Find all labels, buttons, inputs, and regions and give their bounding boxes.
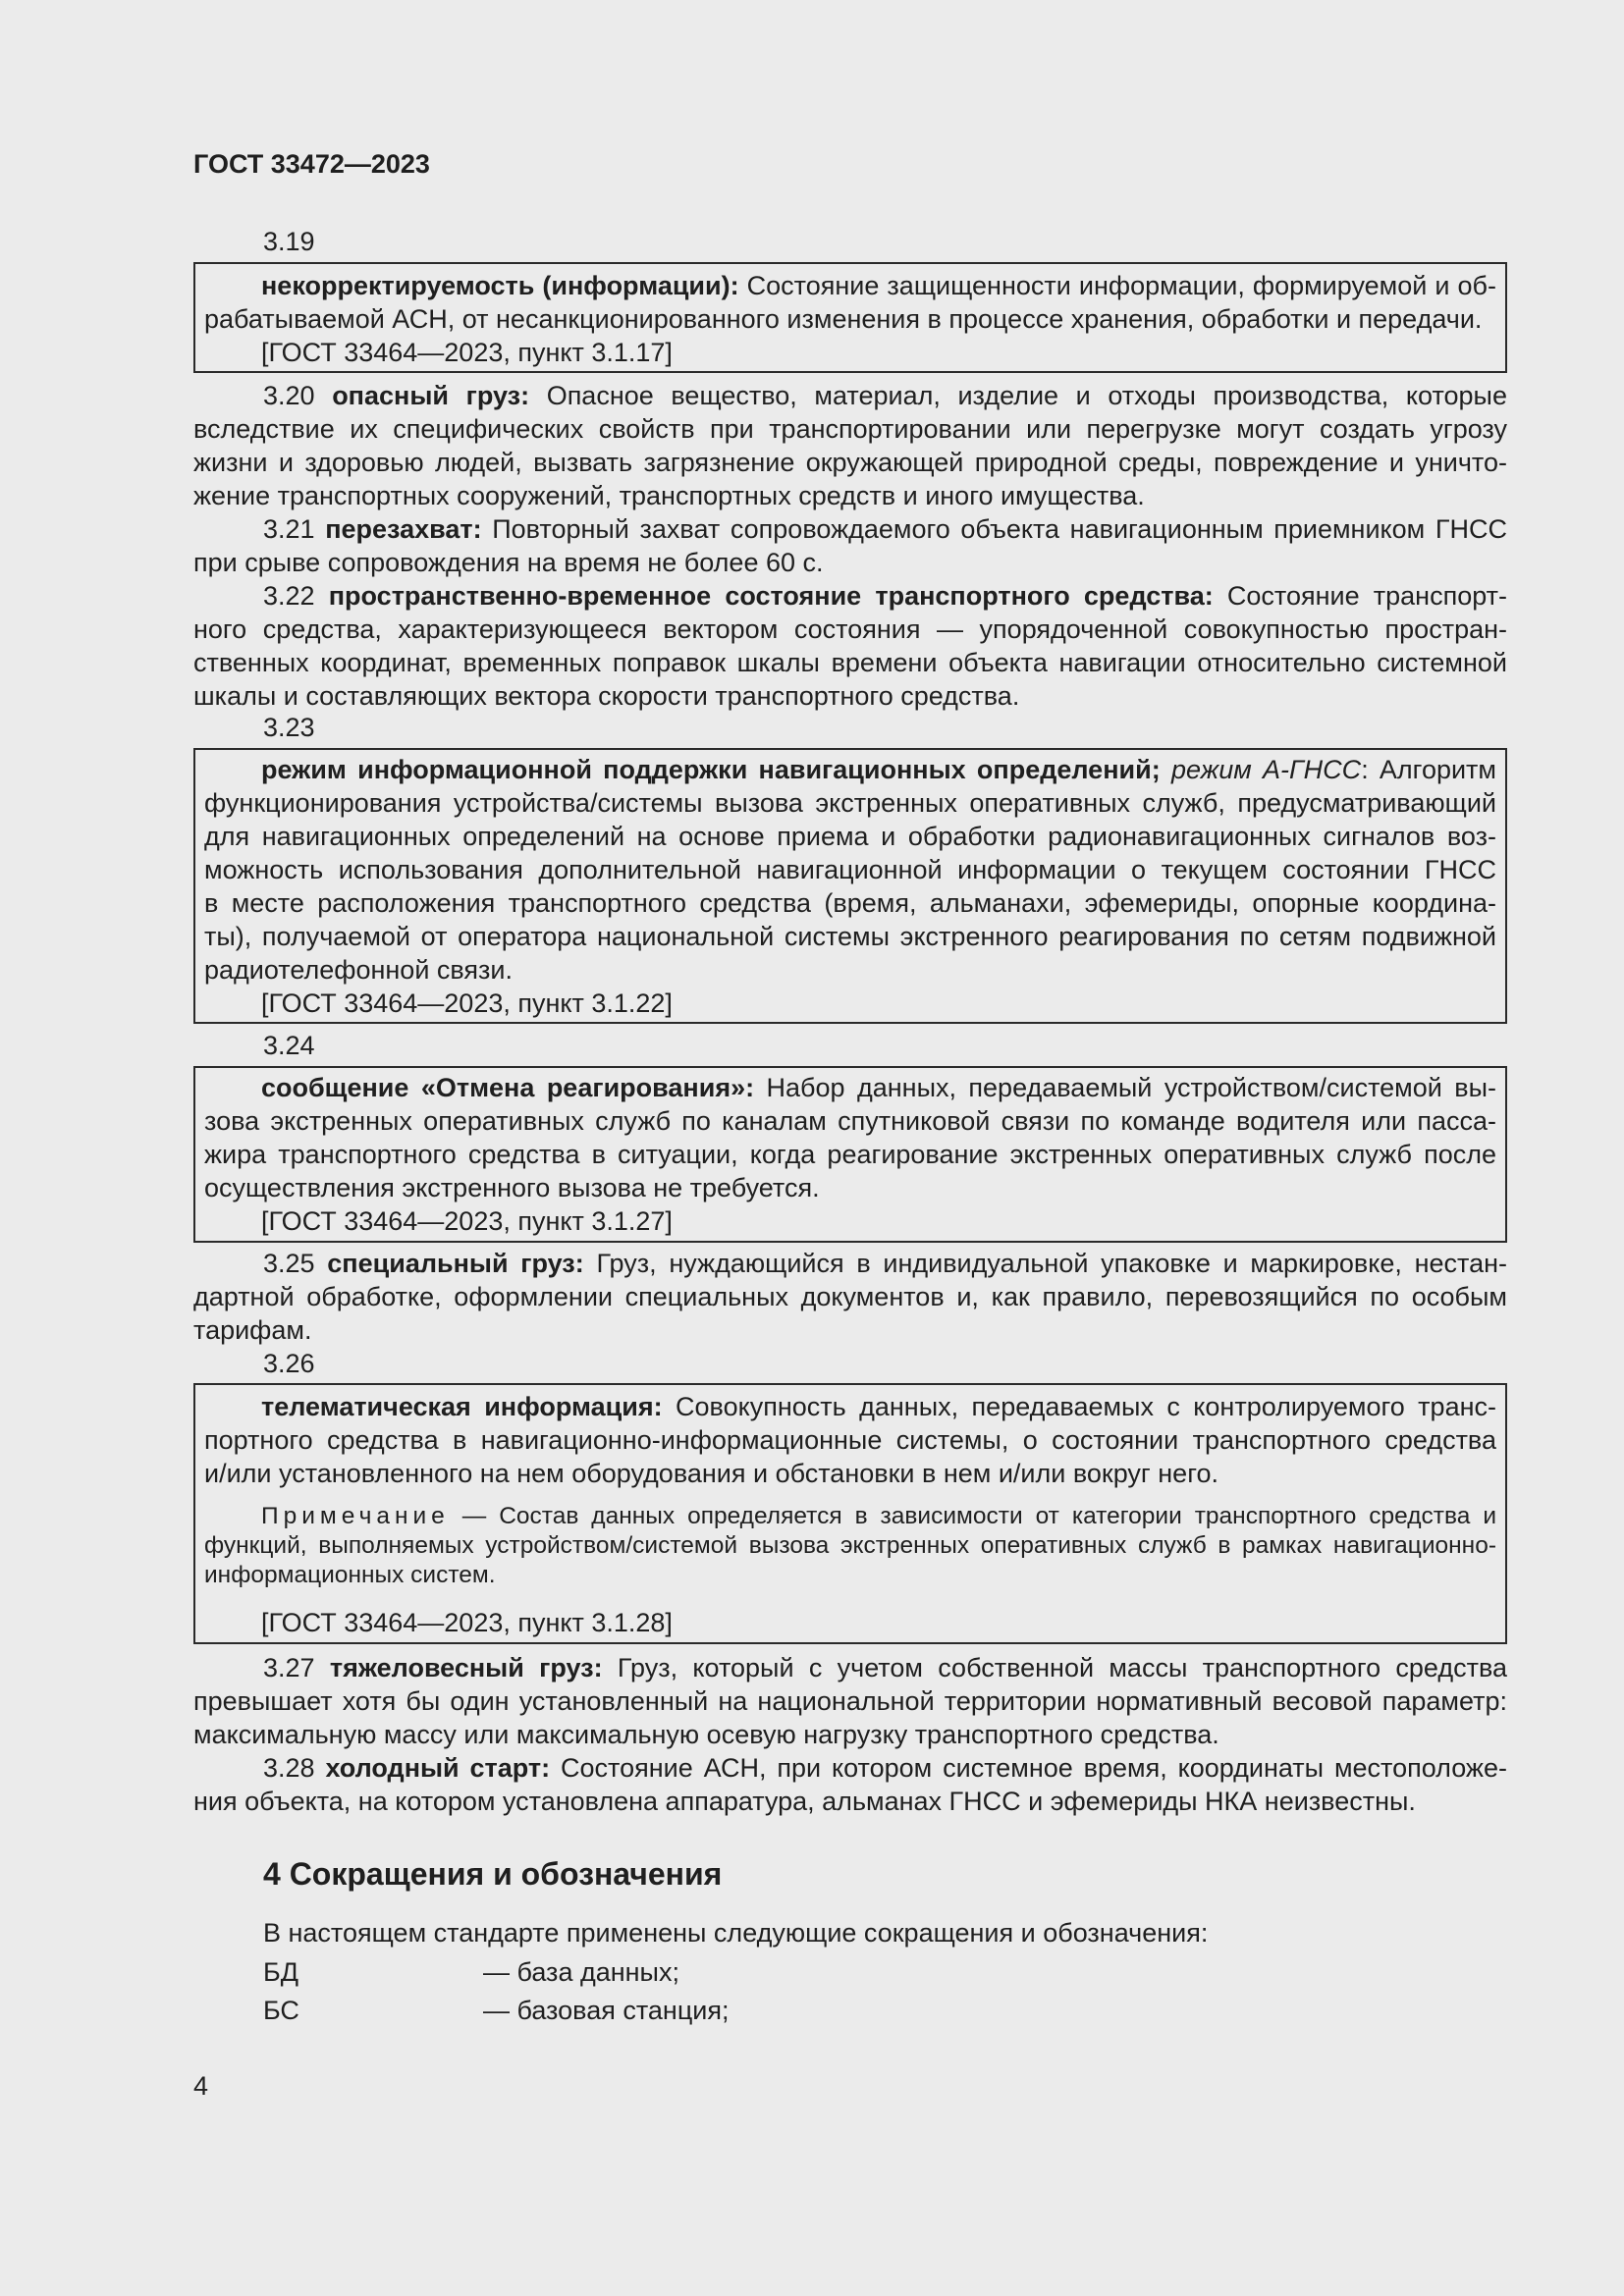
- term-3-28-first-line: [193, 1751, 1507, 1785]
- term-3-26-number: 3.26: [263, 1349, 315, 1378]
- note-text-line: функций, выполняемых устройством/системой вызова экстренных оперативных служб в рамках навигационно-: [204, 1532, 1496, 1559]
- term-3-21-term: перезахват:: [325, 514, 482, 544]
- term-3-24-source-reference: [ГОСТ 33464—2023, пункт 3.1.27]: [261, 1206, 673, 1236]
- term-3-21-text: Повторный захват сопровождаемого объекта навигационным приемником ГНСС: [492, 514, 1507, 544]
- term-3-28-number: 3.28: [263, 1753, 315, 1783]
- page-number: 4: [193, 2071, 209, 2101]
- term-3-27-text-line: максимальную массу или максимальную осевую нагрузку транспортного средства.: [193, 1720, 1219, 1749]
- term-3-25-text-line: тарифам.: [193, 1315, 312, 1345]
- abbreviation: БД: [263, 1957, 299, 1987]
- term-3-27-term: тяжеловесный груз:: [329, 1653, 603, 1682]
- term-3-24-text-line: зова экстренных оперативных служб по каналам спутниковой связи по команде водителя или пасса-: [204, 1106, 1496, 1136]
- term-3-20-number: 3.20: [263, 381, 315, 410]
- term-3-28-text-line: ния объекта, на котором установлена аппаратура, альманах ГНСС и эфемериды НКА неизвестны.: [193, 1787, 1416, 1816]
- term-3-19-text: Состояние защищенности информации, формируемой и об-: [746, 271, 1496, 300]
- term-3-20-text: Опасное вещество, материал, изделие и отходы производства, которые: [546, 381, 1507, 410]
- abbreviation-row: [193, 1955, 1507, 1989]
- section-4-intro: [193, 1916, 1507, 1949]
- term-3-23-first-line: [204, 753, 1496, 786]
- abbreviation-definition: — база данных;: [483, 1957, 679, 1987]
- term-3-23-text: : Алгоритм: [1361, 755, 1496, 784]
- term-3-20-text-line: жение транспортных сооружений, транспортных средств и иного имущества.: [193, 481, 1145, 510]
- term-3-25-number: 3.25: [263, 1249, 315, 1278]
- term-3-25-first-line: [193, 1247, 1507, 1280]
- term-3-26-text: Совокупность данных, передаваемых с контролируемого транс-: [676, 1392, 1496, 1421]
- term-3-26-term: телематическая информация:: [261, 1392, 663, 1421]
- term-3-24-text: Набор данных, передаваемый устройством/системой вы-: [766, 1073, 1496, 1102]
- term-3-23-text-line: радиотелефонной связи.: [204, 955, 514, 985]
- term-3-23-label: [193, 711, 1507, 744]
- term-3-26-label: [193, 1347, 1507, 1380]
- term-3-23-definition-box: [193, 748, 1507, 1024]
- term-3-22-text-line: шкалы и составляющих вектора скорости транспортного средства.: [193, 681, 1020, 711]
- term-3-22-first-line: [193, 579, 1507, 613]
- term-3-23-text-line: можность использования дополнительной навигационной информации о текущем состоянии ГНСС: [204, 855, 1496, 884]
- term-3-23-term: режим информационной поддержки навигационных определений;: [261, 755, 1161, 784]
- term-3-24-text-line: жира транспортного средства в ситуации, когда реагирование экстренных оперативных служб после: [204, 1140, 1496, 1169]
- term-3-25-text: Груз, нуждающийся в индивидуальной упаковке и маркировке, нестан-: [596, 1249, 1507, 1278]
- section-intro-text: В настоящем стандарте применены следующие сокращения и обозначения:: [263, 1918, 1209, 1948]
- term-3-19-text-line: рабатываемой АСН, от несанкционированного изменения в процессе хранения, обработки и передачи.: [204, 304, 1483, 334]
- term-3-24-label: [193, 1029, 1507, 1062]
- term-3-19-term: некорректируемость (информации):: [261, 271, 739, 300]
- term-3-27-first-line: [193, 1651, 1507, 1684]
- term-3-22-number: 3.22: [263, 581, 315, 611]
- term-3-23-number: 3.23: [263, 713, 315, 742]
- term-3-26-source-reference: [ГОСТ 33464—2023, пункт 3.1.28]: [261, 1608, 673, 1637]
- term-3-23-text-line: функционирования устройства/системы вызова экстренных оперативных служб, предусматривающий: [204, 788, 1496, 818]
- term-3-19-label: [193, 225, 1507, 258]
- term-3-20-term: опасный груз:: [332, 381, 530, 410]
- term-3-24-first-line: [204, 1071, 1496, 1104]
- term-3-25-text-line: дартной обработке, оформлении специальных документов и, как правило, перевозящийся по особым: [193, 1282, 1507, 1311]
- document-code: ГОСТ 33472—2023: [193, 149, 430, 179]
- abbreviation-row: [193, 1994, 1507, 2027]
- term-3-23-synonym: режим А-ГНСС: [1170, 755, 1362, 784]
- term-3-28-text: Состояние АСН, при котором системное время, координаты местоположе-: [561, 1753, 1507, 1783]
- term-3-21-text-line: при срыве сопровождения на время не более 60 с.: [193, 548, 824, 577]
- section-4: [193, 1854, 1507, 1894]
- term-3-21-number: 3.21: [263, 514, 315, 544]
- term-3-23-text-line: для навигационных определений на основе приема и обработки радионавигационных сигналов воз-: [204, 822, 1496, 851]
- abbreviation-list: [193, 1955, 1507, 2032]
- term-3-19-number: 3.19: [263, 227, 315, 256]
- term-3-26-text-line: портного средства в навигационно-информационные системы, о состоянии транспортного средства: [204, 1425, 1496, 1455]
- term-3-19-definition-box: [193, 262, 1507, 373]
- term-3-23-text-line: ты), получаемой от оператора национальной системы экстренного реагирования по сетям подвижной: [204, 922, 1496, 951]
- term-3-19-source-reference: [ГОСТ 33464—2023, пункт 3.1.17]: [261, 338, 673, 367]
- terms-3-20-to-3-22: [193, 379, 1507, 713]
- term-3-24-text-line: осуществления экстренного вызова не требуется.: [204, 1173, 820, 1202]
- term-3-20-first-line: [193, 379, 1507, 412]
- terms-3-27-to-3-28: [193, 1651, 1507, 1818]
- term-3-24-definition-box: [193, 1066, 1507, 1243]
- abbreviation-definition: — базовая станция;: [483, 1996, 730, 2025]
- term-3-20-text-line: жизни и здоровью людей, вызвать загрязнение окружающей природной среды, повреждение и уничто-: [193, 448, 1507, 477]
- term-3-22-text-line: ственных координат, временных поправок шкалы времени объекта навигации относительно системной: [193, 648, 1507, 677]
- term-3-22-text-line: ного средства, характеризующееся вектором состояния — упорядоченной совокупностью простран-: [193, 614, 1507, 644]
- note-text: — Состав данных определяется в зависимости от категории транспортного средства и: [461, 1503, 1497, 1529]
- term-3-24-number: 3.24: [263, 1031, 315, 1060]
- term-3-26-definition-box: [193, 1383, 1507, 1644]
- term-3-27-text: Груз, который с учетом собственной массы транспортного средства: [617, 1653, 1507, 1682]
- term-3-24-term: сообщение «Отмена реагирования»:: [261, 1073, 755, 1102]
- note-label: Примечание: [261, 1503, 450, 1529]
- term-3-21-first-line: [193, 512, 1507, 546]
- document-header: [193, 147, 1507, 181]
- term-3-20-text-line: вследствие их специфических свойств при транспортировании или перегрузке могут создать угрозу: [193, 414, 1507, 444]
- term-3-26-first-line: [204, 1390, 1496, 1423]
- term-3-23-source-reference: [ГОСТ 33464—2023, пункт 3.1.22]: [261, 988, 673, 1018]
- term-3-26-note: [204, 1502, 1496, 1590]
- term-3-25: [193, 1247, 1507, 1347]
- term-3-23-text-line: в месте расположения транспортного средства (время, альманахи, эфемериды, опорные координа-: [204, 888, 1496, 918]
- term-3-27-text-line: превышает хотя бы один установленный на национальной территории нормативный весовой параметр:: [193, 1686, 1507, 1716]
- term-3-19-first-line: [204, 269, 1496, 302]
- term-3-27-number: 3.27: [263, 1653, 315, 1682]
- term-3-28-term: холодный старт:: [325, 1753, 551, 1783]
- page-footer: [193, 2069, 1507, 2103]
- section-heading: 4 Сокращения и обозначения: [263, 1856, 723, 1892]
- term-3-26-text-line: и/или установленного на нем оборудования и обстановки в нем и/или вокруг него.: [204, 1459, 1218, 1488]
- term-3-25-term: специальный груз:: [327, 1249, 584, 1278]
- term-3-22-text: Состояние транспорт-: [1226, 581, 1507, 611]
- note-first-line: [204, 1502, 1496, 1531]
- term-3-22-term: пространственно-временное состояние транспортного средства:: [328, 581, 1214, 611]
- note-text-line: информационных систем.: [204, 1562, 496, 1588]
- abbreviation: БС: [263, 1996, 299, 2025]
